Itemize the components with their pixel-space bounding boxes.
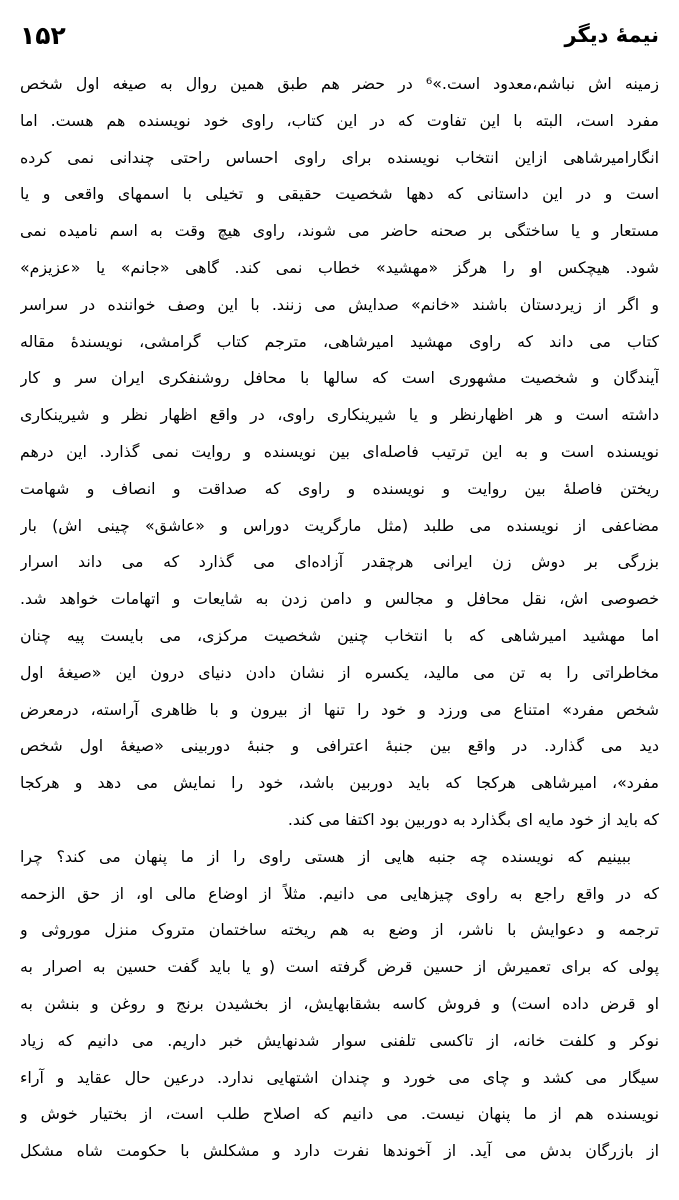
text-line: نویسنده هم از ما پنهان نیست. می دانیم که اصلاح طلب است، از بختیار خوش و bbox=[20, 1104, 659, 1124]
text-line: نوکر و کلفت خانه، از تاکسی تلفنی سوار شدنهایش خبر داریم. می دانیم که زیاد bbox=[20, 1030, 659, 1050]
text-line: که باید از خود مایه ای بگذارد به دوربین بود اکتفا می کند. bbox=[287, 809, 659, 829]
text-line: اما مهشید امیرشاهی که با انتخاب چنین شخصیت مرکزی، می بایست پیه چنان bbox=[20, 625, 659, 645]
text-line: شود. هیچکس او را هرگز «مهشید» خطاب نمی کند. گاهی «جانم» یا «عزیزم» bbox=[20, 257, 659, 277]
text-line: دید می گذارد. در واقع بین جنبهٔ اعترافی و جنبهٔ دوربینی «صیغهٔ اول شخص bbox=[20, 736, 659, 756]
page-header bbox=[20, 18, 659, 52]
text-line: کتاب می داند که راوی مهشید امیرشاهی، مترجم کتاب گرامشی، نویسندهٔ مقاله bbox=[20, 331, 659, 351]
text-line: انگارامیرشاهی ازاین انتخاب نویسنده برای راوی احساس راحتی چندانی نمی کرده bbox=[20, 147, 659, 167]
text-line: خصوصی اش، نقل محافل و مجالس و دامن زدن به شایعات و اتهامات خواهد شد. bbox=[20, 589, 659, 609]
text-line: زمینه اش نباشم،معدود است.»⁶ در حضر هم طبق همین روال به صیغه اول شخص bbox=[20, 74, 659, 93]
text-line: و اگر از زیردستان باشند «خانم» صدایش می زنند. با این وصف خواننده در سراسر bbox=[20, 294, 659, 314]
text-line: ترجمه و دعوایش با ناشر، از وضع به هم ریخته ساختمان متروک منزل موروثی و bbox=[20, 920, 659, 940]
text-line: مخاطراتی را به تن می مالید، یکسره از نشان دادن دنیای درون این «صیغهٔ اول bbox=[20, 662, 659, 682]
text-line: او قرض داده است) و فروش کاسه بشقابهایش، از بخشیدن برنج و روغن و بنشن به bbox=[20, 993, 659, 1013]
text-line: داشته است و هر اظهارنظر و یا شیرینکاری راوی، در واقع اظهار نظر و شیرینکاری bbox=[20, 405, 659, 425]
text-line: مضاعفی از نویسنده می طلبد (مثل مارگریت دوراس و «عاشق» چینی اش) بار bbox=[20, 515, 659, 535]
text-line: است و در این داستانی که دهها شخصیت حقیقی و تخیلی با اسمهای واقعی و یا bbox=[20, 184, 659, 204]
text-line: از بازرگان بدش می آید. از آخوندها نفرت دارد و مشکلش با حکومت شاه مشکل bbox=[20, 1141, 659, 1161]
text-line: سیگار می کشد و چای می خورد و چندان اشتهایی ندارد. درعین حال عقاید و آراء bbox=[20, 1067, 659, 1087]
page-number: ۱۵۲ bbox=[20, 20, 66, 50]
text-line: ریختن فاصلهٔ بین روایت و نویسنده و راوی که صداقت و انصاف و شهامت bbox=[20, 478, 659, 498]
text-line: نویسنده است و به این ترتیب فاصله‌ای بین نویسنده و روایت نمی گذارد. این درهم bbox=[20, 441, 659, 461]
text-line: آیندگان و شخصیت مشهوری است که سالها با محافل روشنفکری ایران سر و کار bbox=[20, 368, 659, 388]
text-line: مستعار و یا ساختگی بر صحنه حاضر می شوند، راوی هیچ وقت به اسم نامیده نمی bbox=[20, 221, 659, 241]
text-line: مفرد است، البته با این تفاوت که در این کتاب، راوی خود نویسنده هم هست. اما bbox=[20, 110, 659, 130]
text-line: مفرد»، امیرشاهی هرکجا که باید دوربین باشد، خود را نمایش می دهد و هرکجا bbox=[20, 773, 659, 793]
text-line: پولی که برای تعمیرش از حسین قرض گرفته است (و یا باید گفت حسین به اصرار به bbox=[20, 957, 659, 977]
text-line: بزرگی بر دوش زن ایرانی هرچقدر آزاده‌ای می گذارد که می داند اسرار bbox=[20, 552, 659, 572]
running-title: نیمهٔ دیگر bbox=[564, 23, 659, 47]
text-line: شخص مفرد» امتناع می ورزد و خود را تنها از بیرون و با ظاهری آراسته، درمعرض bbox=[20, 699, 659, 719]
body-text bbox=[20, 66, 659, 1170]
text-line: که در واقع راجع به راوی چیزهایی می دانیم. مثلاً از اوضاع مالی او، از حق الزحمه bbox=[20, 883, 659, 903]
text-line: ببینیم که نویسنده چه جنبه هایی از هستی راوی را از ما پنهان می کند؟ چرا bbox=[20, 846, 631, 866]
